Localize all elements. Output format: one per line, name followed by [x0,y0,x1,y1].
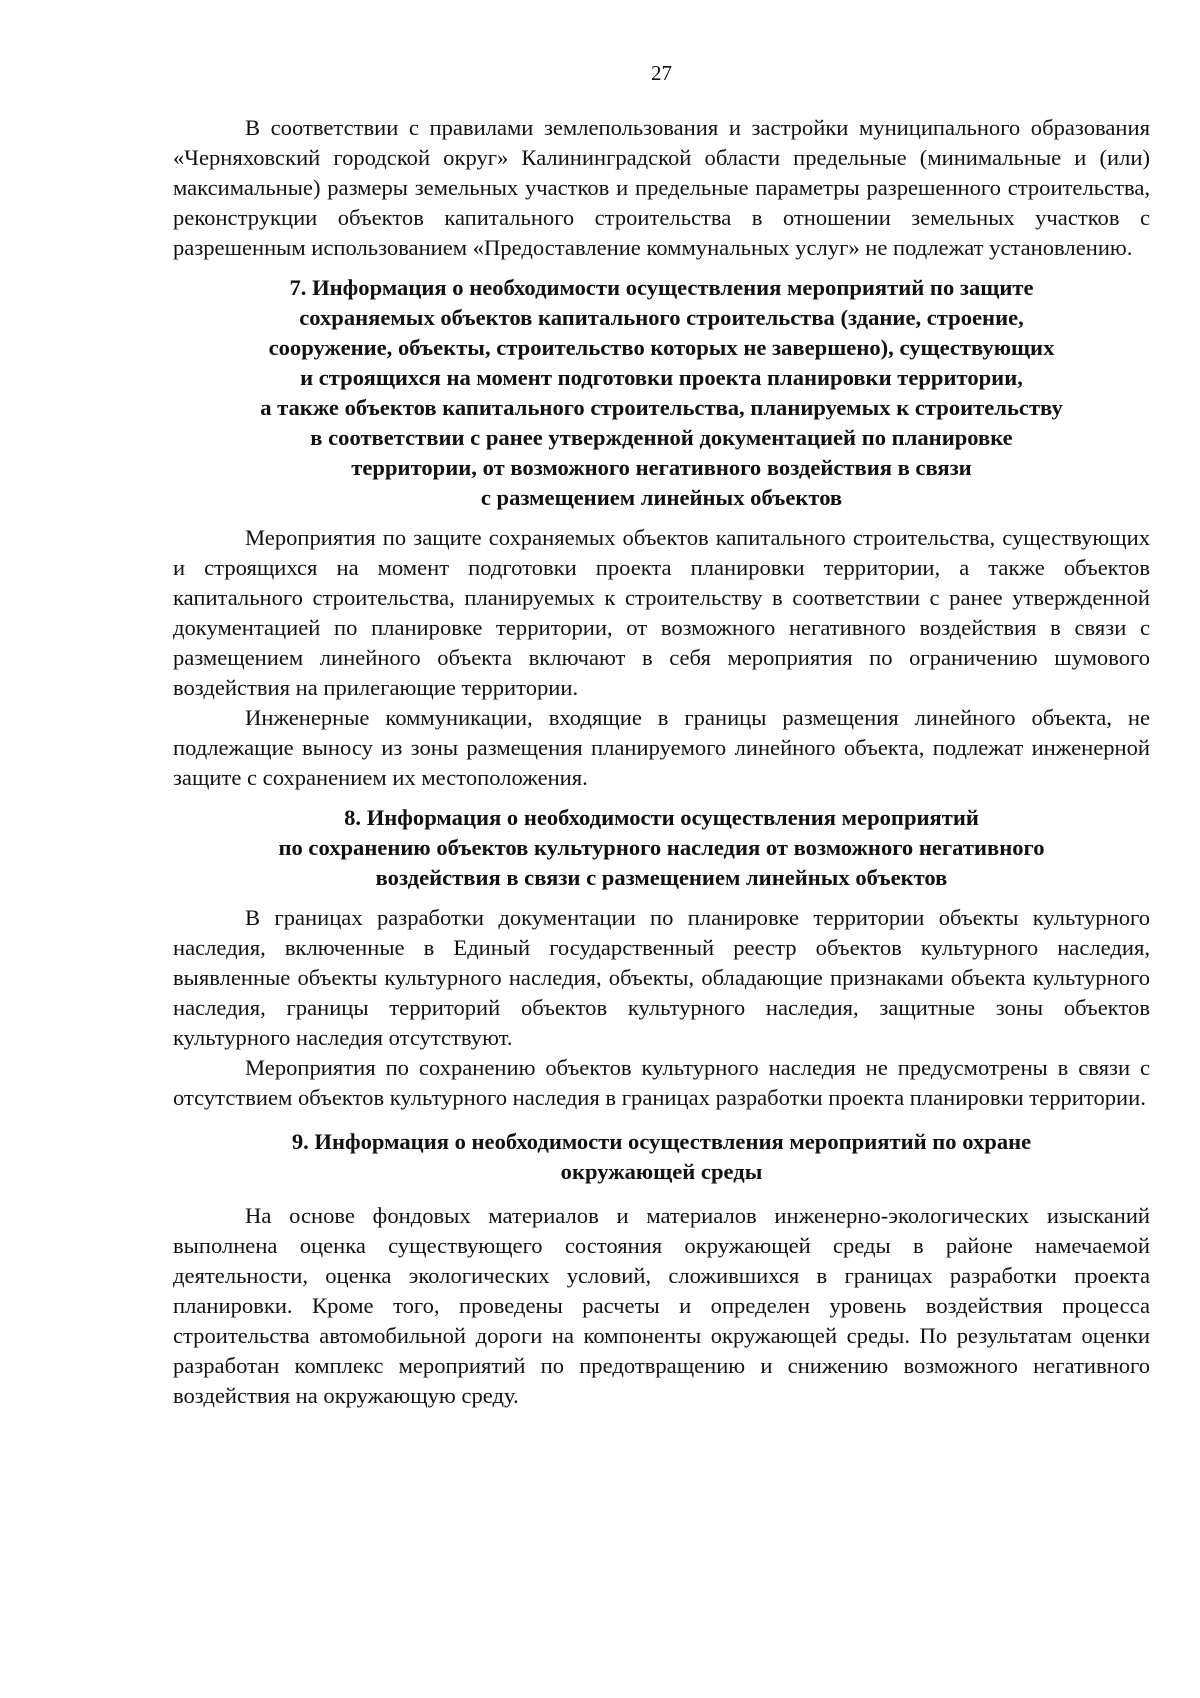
heading-line: воздействия в связи с размещением линейных объектов [375,865,948,890]
heading-line: 7. Информация о необходимости осуществления мероприятий по защите [289,275,1034,300]
section-8-heading [173,803,1150,893]
page-number: 27 [651,61,672,85]
heading-line: а также объектов капитального строительства, планируемых к строительству [260,395,1063,420]
section-7-paragraph-2: Инженерные коммуникации, входящие в границы размещения линейного объекта, не подлежащие выносу из зоны размещения планируемого линейного объекта, подлежат инженерной защите с сохранением их местоположения. [173,705,1150,790]
heading-line: 9. Информация о необходимости осуществления мероприятий по охране [291,1129,1032,1154]
heading-line: сооружение, объекты, строительство которых не завершено), существующих [268,335,1055,360]
section-8-paragraph-2: Мероприятия по сохранению объектов культурного наследия не предусмотрены в связи с отсутствием объектов культурного наследия в границах разработки проекта планировки территории. [173,1055,1150,1110]
heading-line: в соответствии с ранее утвержденной документацией по планировке [310,425,1013,450]
section-9-paragraph-1: На основе фондовых материалов и материалов инженерно-экологических изысканий выполнена оценка существующего состояния окружающей среды в районе намечаемой деятельности, оценка экологических условий, сложившихся в границах разработки проекта планировки. Кроме того, проведены расчеты и определен уровень воздействия процесса строительства автомобильной дороги на компоненты окружающей среды. По результатам оценки разработан комплекс мероприятий по предотвращению и снижению возможного негативного воздействия на окружающую среду. [173,1203,1150,1408]
intro-paragraph: В соответствии с правилами землепользования и застройки муниципального образования «Черняховский городской округ» Калининградской области предельные (минимальные и (или) максимальные) размеры земельных участков и предельные параметры разрешенного строительства, реконструкции объектов капитального строительства в отношении земельных участков с разрешенным использованием «Предоставление коммунальных услуг» не подлежат установлению. [173,115,1150,260]
heading-line: сохраняемых объектов капитального строительства (здание, строение, [299,305,1024,330]
heading-line: и строящихся на момент подготовки проекта планировки территории, [300,365,1023,390]
heading-line: территории, от возможного негативного воздействия в связи [351,455,972,480]
section-7-paragraph-1: Мероприятия по защите сохраняемых объектов капитального строительства, существующих и строящихся на момент подготовки проекта планировки территории, а также объектов капитального строительства, планируемых к строительству в соответствии с ранее утвержденной документацией по планировке территории, от возможного негативного воздействия в связи с размещением линейного объекта включают в себя мероприятия по ограничению шумового воздействия на прилегающие территории. [173,525,1150,700]
heading-line: окружающей среды [560,1159,763,1184]
section-7-heading [173,273,1150,513]
document-content [173,113,1150,1411]
heading-line: по сохранению объектов культурного наследия от возможного негативного [278,835,1045,860]
heading-line: 8. Информация о необходимости осуществления мероприятий [344,805,979,830]
section-8-paragraph-1: В границах разработки документации по планировке территории объекты культурного наследия, включенные в Единый государственный реестр объектов культурного наследия, выявленные объекты культурного наследия, объекты, обладающие признаками объекта культурного наследия, границы территорий объектов культурного наследия, защитные зоны объектов культурного наследия отсутствуют. [173,905,1150,1050]
heading-line: с размещением линейных объектов [480,485,843,510]
section-9-heading [173,1127,1150,1187]
